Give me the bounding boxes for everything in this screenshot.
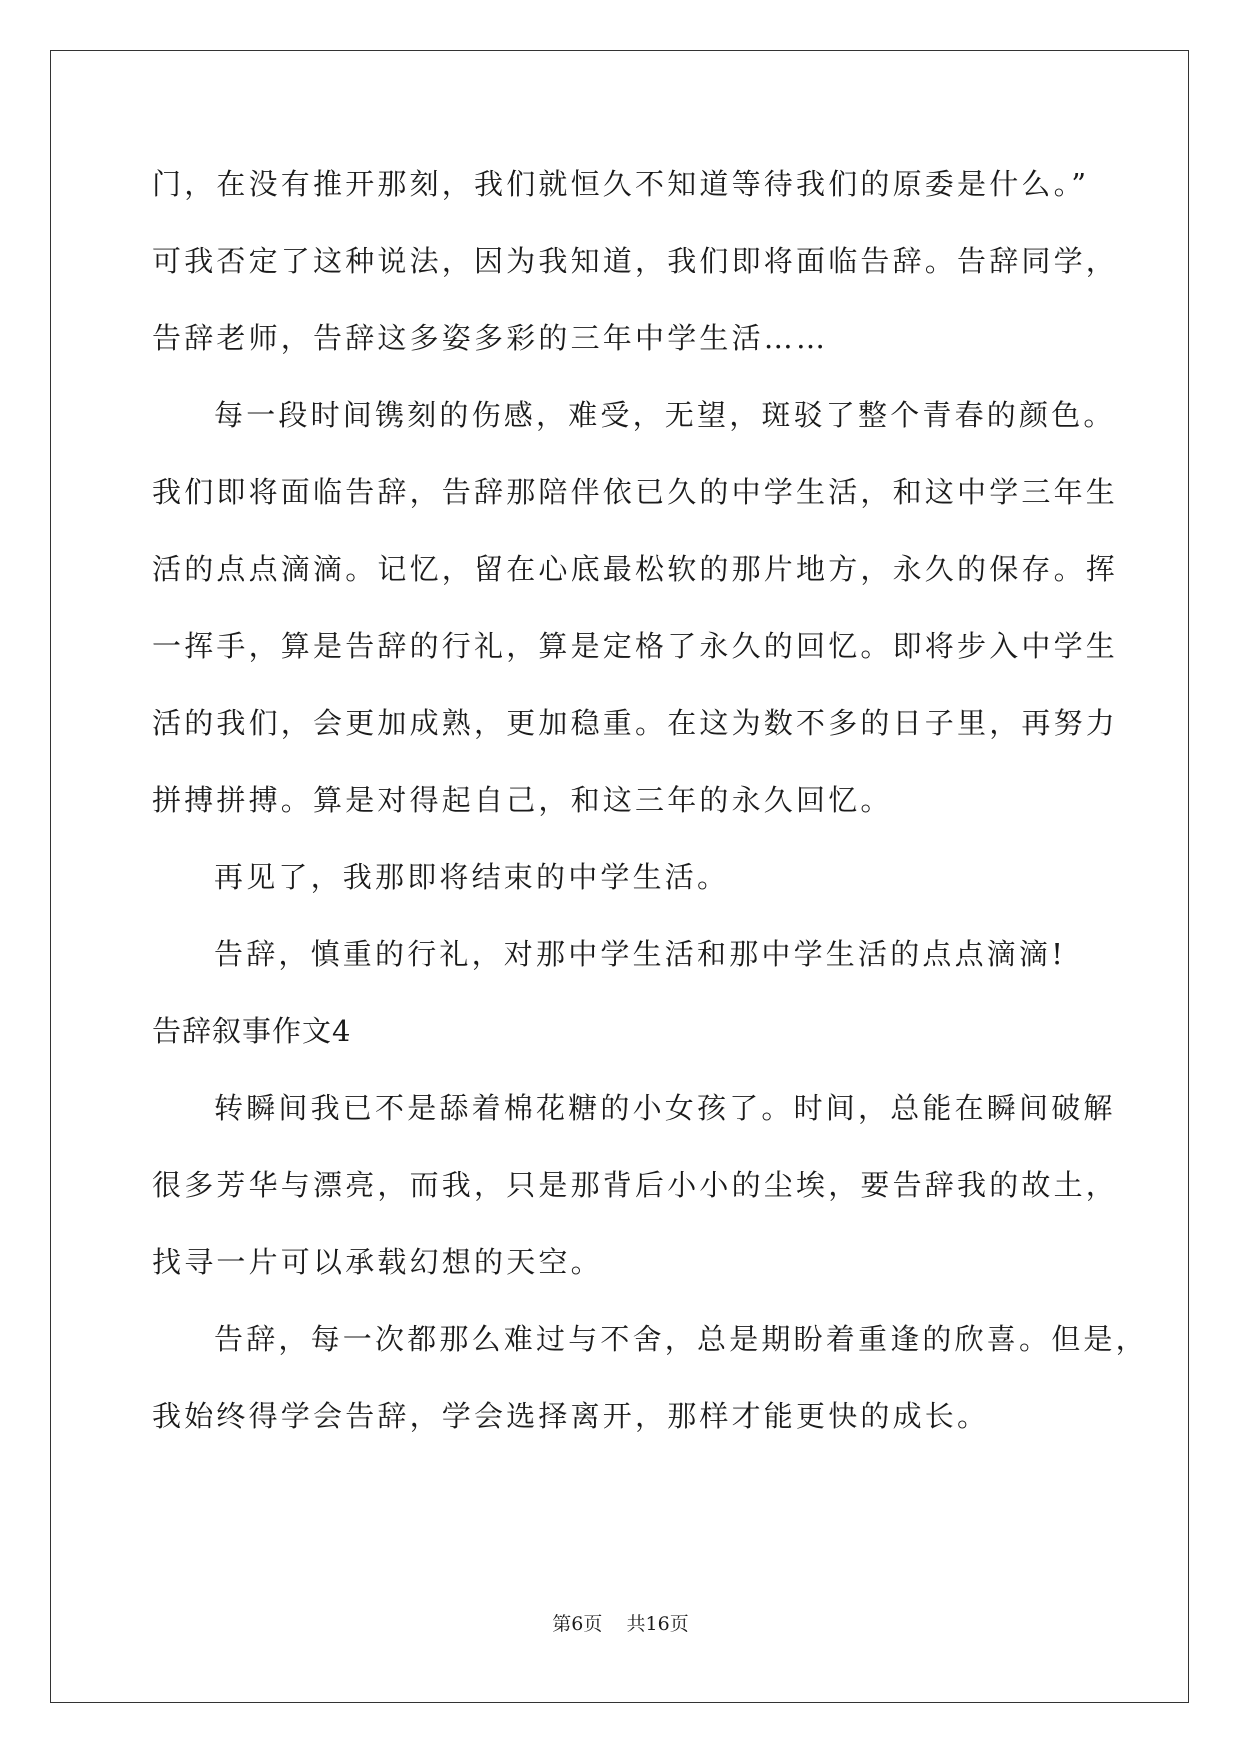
text-line: 活的点点滴滴。记忆，留在心底最松软的那片地方，永久的保存。挥 [152, 552, 1119, 586]
text-line: 可我否定了这种说法，因为我知道，我们即将面临告辞。告辞同学， [152, 244, 1119, 278]
text-line: 活的我们，会更加成熟，更加稳重。在这为数不多的日子里，再努力 [152, 706, 1119, 740]
paragraph-first-line: 每一段时间镌刻的伤感，难受，无望，斑驳了整个青春的颜色。 [214, 398, 1116, 432]
text-line: 我们即将面临告辞，告辞那陪伴依已久的中学生活，和这中学三年生 [152, 475, 1119, 509]
text-line: 找寻一片可以承载幻想的天空。 [152, 1245, 603, 1279]
page-number-footer: 第6页 共16页 [552, 1613, 689, 1635]
paragraph-first-line: 告辞，每一次都那么难过与不舍，总是期盼着重逢的欣喜。但是， [214, 1322, 1148, 1356]
text-line: 很多芳华与漂亮，而我，只是那背后小小的尘埃，要告辞我的故土， [152, 1168, 1119, 1202]
paragraph-first-line: 告辞，慎重的行礼，对那中学生活和那中学生活的点点滴滴! [214, 937, 1067, 971]
paragraph-first-line: 转瞬间我已不是舔着棉花糖的小女孩了。时间，总能在瞬间破解 [214, 1091, 1116, 1125]
section-heading: 告辞叙事作文4 [152, 1014, 352, 1048]
document-body [152, 146, 1148, 1455]
text-line: 一挥手，算是告辞的行礼，算是定格了永久的回忆。即将步入中学生 [152, 629, 1119, 663]
text-line: 拼搏拼搏。算是对得起自己，和这三年的永久回忆。 [152, 783, 893, 817]
text-line: 告辞老师，告辞这多姿多彩的三年中学生活…… [152, 321, 829, 355]
paragraph-first-line: 再见了，我那即将结束的中学生活。 [214, 860, 730, 894]
text-line: 门，在没有推开那刻，我们就恒久不知道等待我们的原委是什么。” [152, 167, 1090, 201]
text-line: 我始终得学会告辞，学会选择离开，那样才能更快的成长。 [152, 1399, 990, 1433]
